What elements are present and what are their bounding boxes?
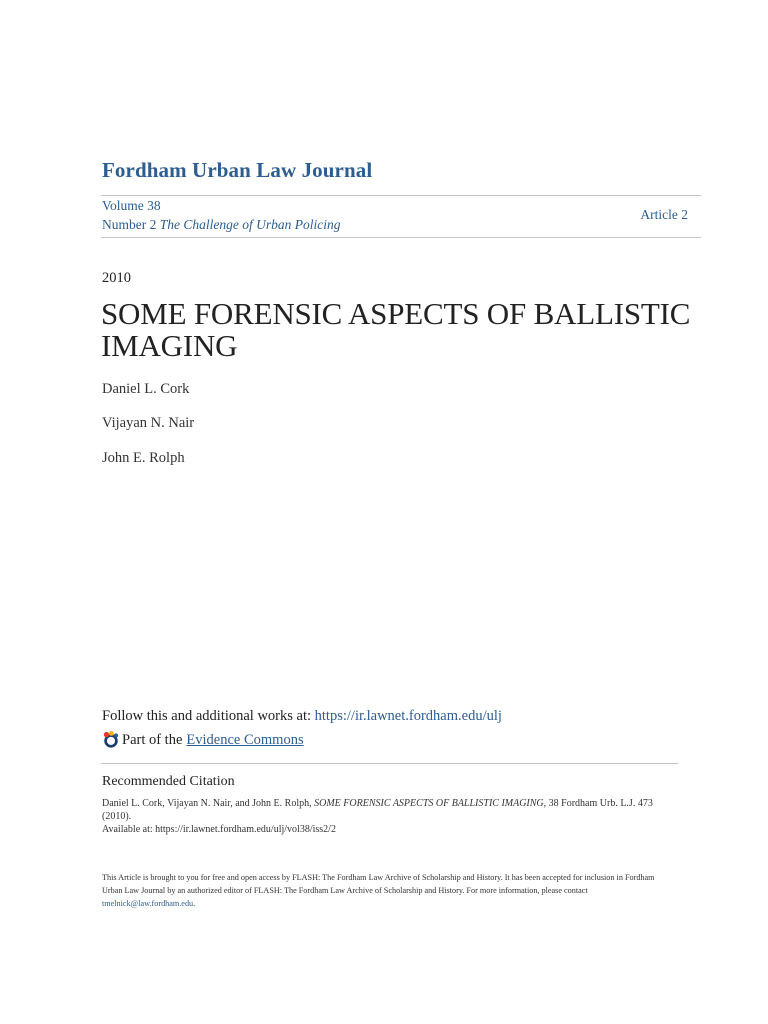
part-of-line <box>102 731 304 749</box>
access-notice <box>102 871 662 910</box>
header-bottom-rule <box>101 237 701 238</box>
follow-url-link[interactable]: https://ir.lawnet.fordham.edu/ulj <box>314 708 502 724</box>
issue-number: Number 2 <box>102 217 157 232</box>
author-name: Daniel L. Cork <box>102 381 190 397</box>
citation-available: Available at: https://ir.lawnet.fordham.edu/ulj/vol38/iss2/2 <box>102 824 336 835</box>
article-number-link[interactable]: Article 2 <box>640 207 688 222</box>
follow-line <box>102 708 502 725</box>
issue-link[interactable] <box>102 217 340 233</box>
author-name: Vijayan N. Nair <box>102 415 195 431</box>
follow-label: Follow this and additional works at: <box>102 708 312 724</box>
notice-end: . <box>193 899 196 908</box>
evidence-commons-link[interactable]: Evidence Commons <box>186 731 304 748</box>
bepress-commons-logo-icon <box>102 731 120 749</box>
citation-top-rule <box>101 763 678 764</box>
citation-authors: Daniel L. Cork, Vijayan N. Nair, and John E. Rolph, <box>102 798 312 809</box>
contact-email-link[interactable]: tmelnick@law.fordham.edu <box>102 899 194 908</box>
journal-title[interactable]: Fordham Urban Law Journal <box>102 158 373 182</box>
citation-text <box>102 797 677 836</box>
citation-rest: , 38 Fordham Urb. L.J. 473 (2010). <box>102 798 653 822</box>
recommended-citation-heading: Recommended Citation <box>102 774 235 789</box>
header-top-rule <box>101 195 701 196</box>
volume-link[interactable]: Volume 38 <box>102 198 161 213</box>
issue-title: The Challenge of Urban Policing <box>159 217 341 232</box>
notice-text: This Article is brought to you for free and open access by FLASH: The Fordham Law Archive of Scholarship and History. It has been accepted for inclusion in Fordham Urban Law Journal by an authorized editor of FLASH: The Fordham Law Archive of Scholarship and History. For more information, please contact <box>102 873 655 895</box>
part-of-label: Part of the <box>122 731 183 748</box>
author-name: John E. Rolph <box>102 450 185 466</box>
article-title: SOME FORENSIC ASPECTS OF BALLISTIC IMAGING <box>101 296 691 363</box>
citation-title: SOME FORENSIC ASPECTS OF BALLISTIC IMAGING <box>314 798 544 809</box>
publication-year: 2010 <box>102 270 131 286</box>
